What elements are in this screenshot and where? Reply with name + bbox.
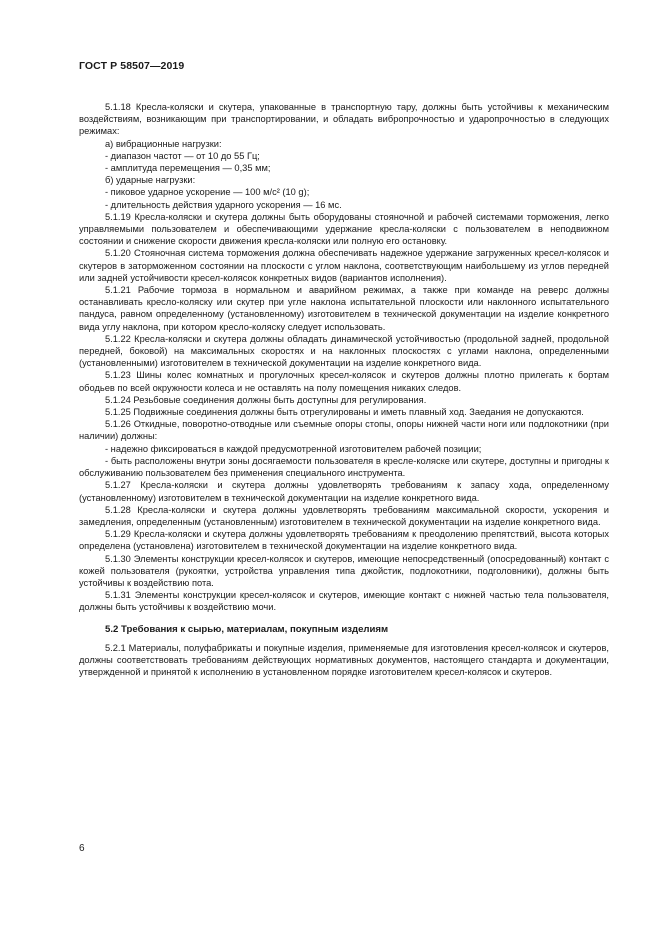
- paragraph: 5.1.28 Кресла-коляски и скутера должны удовлетворять требованиям максимальной скорости, ускорения и замедления, определенным (установленным) изготовителем в технической документации на изделие конкретного вида.: [79, 504, 609, 527]
- page-number: 6: [79, 843, 85, 854]
- list-item: а) вибрационные нагрузки:: [105, 138, 222, 149]
- paragraph: 5.1.18 Кресла-коляски и скутера, упакованные в транспортную тару, должны быть устойчивы к механическим воздействиям, возникающим при транспортировании, и обладать вибропрочностью и ударопрочностью в следующих режимах:: [79, 102, 609, 137]
- paragraph: 5.1.30 Элементы конструкции кресел-колясок и скутеров, имеющие непосредственный (опосредованный) контакт с кожей пользователя (рукоятки, устройства управления типа джойстик, подлокотники, подголовники), должны быть устойчивы к воздействию пота.: [79, 553, 609, 588]
- list-item: - амплитуда перемещения — 0,35 мм;: [105, 163, 271, 174]
- paragraph: 5.1.25 Подвижные соединения должны быть отрегулированы и иметь плавный ход. Заедания не допускаются.: [105, 407, 584, 418]
- paragraph: 5.2.1 Материалы, полуфабрикаты и покупные изделия, применяемые для изготовления кресел-колясок и скутеров, должны соответствовать требованиям действующих нормативных документов, настоящего стандарта и документации, утвержденной и принятой к исполнению в установленном порядке изготовителем кресел-колясок и скутеров.: [79, 642, 609, 678]
- list-item: - надежно фиксироваться в каждой предусмотренной изготовителем рабочей позиции;: [105, 443, 482, 454]
- paragraph: 5.1.22 Кресла-коляски и скутера должны обладать динамической устойчивостью (продольной задней, продольной передней, боковой) на максимальных скоростях и на наклонных плоскостях с углами наклона, определенными (установленными) изготовителем в технической документации на изделие конкретного вида.: [79, 333, 609, 369]
- list-item: - диапазон частот — от 10 до 55 Гц;: [105, 150, 260, 161]
- standard-header: ГОСТ Р 58507—2019: [79, 60, 185, 72]
- paragraph: 5.1.26 Откидные, поворотно-отводные или съемные опоры стопы, опоры нижней части ноги или подлокотники (при наличии) должны:: [79, 419, 609, 442]
- list-item: - пиковое ударное ускорение — 100 м/с² (10 g);: [105, 187, 310, 198]
- paragraph: 5.1.23 Шины колес комнатных и прогулочных кресел-колясок и скутеров должны плотно прилегать к бортам ободьев по всей окружности колеса и не оставлять на полу помещения никаких следов.: [79, 370, 609, 393]
- list-item: - быть расположены внутри зоны досягаемости пользователя в кресле-коляске или скутере, доступны и пригодны к обслуживанию пользователем без применения специального инструмента.: [79, 455, 609, 479]
- paragraph: 5.1.20 Стояночная система торможения должна обеспечивать надежное удержание загруженных кресел-колясок и скутеров в заторможенном состоянии на плоскости с углом наклона, соответствующим наибольшему из углов передней или задней устойчивости кресел-колясок конкретных видов (вариантов исполнения).: [79, 248, 609, 283]
- section-title: 5.2 Требования к сырью, материалам, покупным изделиям: [105, 623, 389, 635]
- list-item: б) ударные нагрузки:: [105, 175, 196, 186]
- paragraph: 5.1.27 Кресла-коляски и скутера должны удовлетворять требованиям к запасу хода, определенному (установленному) изготовителем в технической документации на изделие конкретного вида.: [79, 480, 609, 503]
- list-item: - длительность действия ударного ускорения — 16 мс.: [105, 199, 342, 210]
- paragraph: 5.1.21 Рабочие тормоза в нормальном и аварийном режимах, а также при команде на реверс должны останавливать кресло-коляску или скутер при угле наклона испытательной плоскости или наклонного испытательного пандуса, равном определенному (установленному) изготовителем в технической документации на изделие конкретного вида углу наклона, при котором кресло-коляску следует использовать.: [79, 285, 609, 332]
- document-body: [79, 101, 609, 678]
- paragraph: 5.1.24 Резьбовые соединения должны быть доступны для регулирования.: [105, 394, 427, 405]
- paragraph: 5.1.29 Кресла-коляски и скутера должны удовлетворять требованиям к преодолению препятствий, высота которых определена (установлена) изготовителем в технической документации на изделие конкретного вида.: [79, 529, 609, 552]
- paragraph: 5.1.19 Кресла-коляски и скутера должны быть оборудованы стояночной и рабочей системами торможения, легко управляемыми пользователем и обеспечивающими удержание кресла-коляски с пользователем в неподвижном состоянии и снижение скорости движения кресла-коляски или полную его остановку.: [79, 211, 609, 247]
- paragraph: 5.1.31 Элементы конструкции кресел-колясок и скутеров, имеющие контакт с нижней частью тела пользователя, должны быть устойчивы к воздействию мочи.: [79, 590, 609, 613]
